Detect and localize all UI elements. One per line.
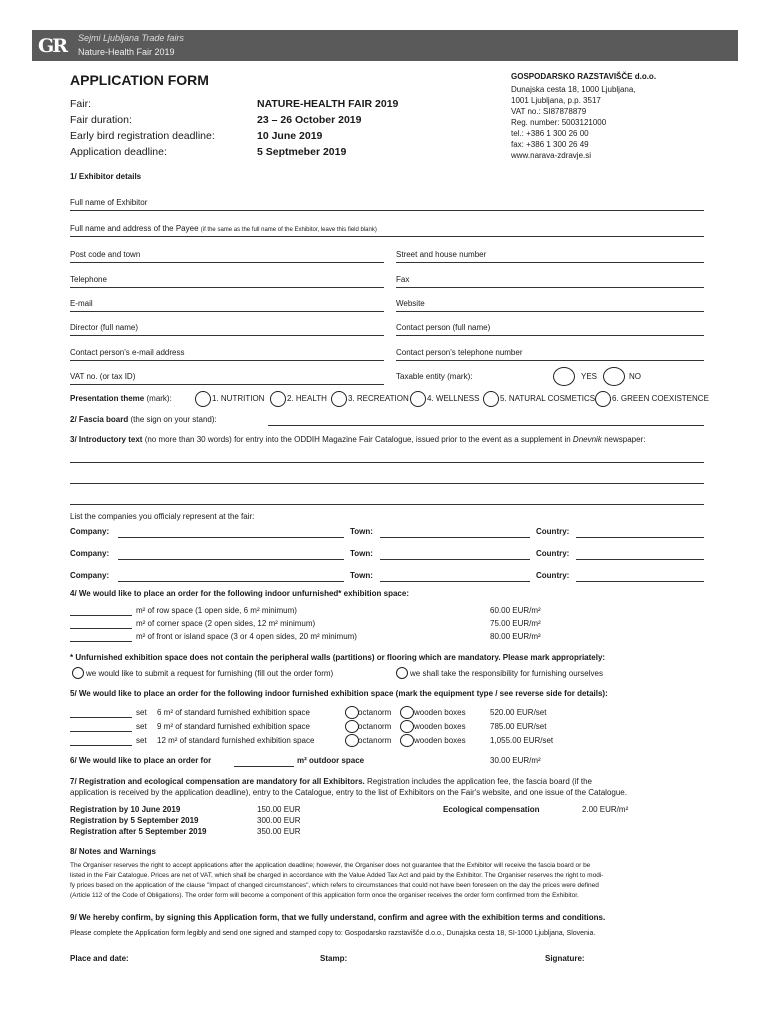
yes-radio[interactable] — [553, 367, 575, 386]
organiser-line-6: fax: +386 1 300 26 49 — [511, 140, 589, 149]
organiser-name: GOSPODARSKO RAZSTAVIŠČE d.o.o. — [511, 72, 657, 81]
country-label-3: Country: — [536, 571, 570, 580]
place-date-label: Place and date: — [70, 954, 129, 963]
contact-email-field[interactable] — [70, 360, 384, 361]
organiser-line-3: VAT no.: SI87878879 — [511, 107, 587, 116]
set6-label: 6 m² of standard furnished exhibition space — [157, 708, 310, 717]
s8-title: 8/ Notes and Warnings — [70, 847, 156, 856]
header-bar — [32, 30, 738, 61]
s8-line-3: fy prices based on the application of the clause "Impact of changed circumstances", which refers to circumstances that could not have been foreseen on the day the prices were defined — [70, 882, 599, 889]
full-name-label: Full name of Exhibitor — [70, 198, 148, 207]
reg-2-label: Registration by 5 September 2019 — [70, 816, 199, 825]
company-label-3: Company: — [70, 571, 110, 580]
reg-3-price: 350.00 EUR — [257, 827, 301, 836]
s2-label: 2/ Fascia board (the sign on your stand): — [70, 415, 217, 424]
telephone-field[interactable] — [70, 287, 384, 288]
duration-label: Fair duration: — [70, 114, 132, 126]
set6-set: set — [136, 708, 147, 717]
s8-line-2: listed in the Fair Catalogue. Prices are net of VAT, which shall be charged in accordance with the Value Added Tax Act and paid by the Exhibitor. The Organiser reserves the right to modi- — [70, 872, 604, 879]
set9-field[interactable] — [70, 731, 132, 732]
town-label-1: Town: — [350, 527, 373, 536]
theme-2-label: 2. HEALTH — [287, 394, 327, 403]
set6-octanorm-label: octanorm — [358, 708, 392, 717]
post-label: Post code and town — [70, 250, 141, 259]
no-radio[interactable] — [603, 367, 625, 386]
s9-text: Please complete the Application form legibly and send one signed and stamped copy to: Gospodarsko razstavišče d.o.o., Dunajska cesta 18, SI-1000 Ljubljana, Slovenia. — [70, 930, 596, 937]
company-field-3[interactable] — [118, 581, 344, 582]
set12-octanorm-label: octanorm — [358, 736, 392, 745]
theme-radio-6[interactable] — [595, 391, 611, 407]
fair-value: NATURE-HEALTH FAIR 2019 — [257, 98, 399, 110]
island-space-price: 80.00 EUR/m² — [490, 632, 541, 641]
gr-logo: GR — [38, 35, 67, 57]
company-label-2: Company: — [70, 549, 110, 558]
fascia-field[interactable] — [268, 425, 704, 426]
s8-line-1: The Organiser reserves the right to accept applications after the application deadline; however, the Organiser does not guarantee that the Exhibitor will receive the fascia board or be — [70, 862, 591, 869]
intro-line-1[interactable] — [70, 462, 704, 463]
contact-label: Contact person (full name) — [396, 323, 491, 332]
furnish-request-radio[interactable] — [72, 667, 84, 679]
contact-email-label: Contact person's e-mail address — [70, 348, 185, 357]
contact-field[interactable] — [396, 335, 704, 336]
s6-title: 6/ We would like to place an order for — [70, 756, 212, 765]
set12-field[interactable] — [70, 745, 132, 746]
country-field-2[interactable] — [576, 559, 704, 560]
s5-title: 5/ We would like to place an order for the following indoor furnished exhibition space (mark the equipment type / see reverse side for details): — [70, 689, 608, 698]
set12-octanorm-radio[interactable] — [345, 734, 359, 747]
s3-label: 3/ Introductory text (no more than 30 words) for entry into the ODDIH Magazine Fair Catalogue, issued prior to the event as a supplement in Dnevnik newspaper: — [70, 435, 646, 444]
theme-label: Presentation theme (mark): — [70, 394, 172, 403]
theme-4-label: 4. WELLNESS — [427, 394, 480, 403]
furnish-request-label: we would like to submit a request for furnishing (fill out the order form) — [86, 669, 334, 678]
town-field-1[interactable] — [380, 537, 530, 538]
corner-space-field[interactable] — [70, 628, 132, 629]
corner-space-price: 75.00 EUR/m² — [490, 619, 541, 628]
set9-label: 9 m² of standard furnished exhibition space — [157, 722, 310, 731]
fair-label: Fair: — [70, 98, 91, 110]
furnish-self-label: we shall take the responsibility for furnishing ourselves — [410, 669, 603, 678]
set12-label: 12 m² of standard furnished exhibition space — [157, 736, 315, 745]
early-label: Early bird registration deadline: — [70, 130, 215, 142]
eco-price: 2.00 EUR/m² — [582, 805, 629, 814]
post-field[interactable] — [70, 262, 384, 263]
set6-wooden-label: wooden boxes — [414, 708, 466, 717]
set6-price: 520.00 EUR/set — [490, 708, 547, 717]
theme-radio-5[interactable] — [483, 391, 499, 407]
website-field[interactable] — [396, 311, 704, 312]
vat-field[interactable] — [70, 384, 384, 385]
yes-label: YES — [581, 372, 598, 381]
set6-wooden-radio[interactable] — [400, 706, 414, 719]
s7-line-2: application is received by the application deadline), entry to the Catalogue, entry to the list of Exhibitors on the Fair's website, and one issue of the Catalogue. — [70, 788, 627, 797]
telephone-label: Telephone — [70, 275, 107, 284]
eco-label: Ecological compensation — [443, 805, 540, 814]
company-field-2[interactable] — [118, 559, 344, 560]
outdoor-field[interactable] — [234, 766, 294, 767]
fax-field[interactable] — [396, 287, 704, 288]
theme-6-label: 6. GREEN COEXISTENCE — [612, 394, 709, 403]
s7-line-1: 7/ Registration and ecological compensation are mandatory for all Exhibitors. Registration includes the application fee, the fascia board (if the — [70, 777, 592, 786]
set6-field[interactable] — [70, 717, 132, 718]
s1-title: 1/ Exhibitor details — [70, 172, 142, 181]
s9-title: 9/ We hereby confirm, by signing this Application form, that we fully understand, confirm and agree with the exhibition terms and conditions. — [70, 913, 606, 922]
furnish-self-radio[interactable] — [396, 667, 408, 679]
organiser-line-1: Dunajska cesta 18, 1000 Ljubljana, — [511, 85, 636, 94]
s6-unit: m² outdoor space — [297, 756, 365, 765]
country-field-1[interactable] — [576, 537, 704, 538]
country-label-1: Country: — [536, 527, 570, 536]
email-label: E-mail — [70, 299, 93, 308]
intro-line-2[interactable] — [70, 483, 704, 484]
signature-label: Signature: — [545, 954, 585, 963]
header-line-2: Nature-Health Fair 2019 — [78, 47, 175, 57]
header-line-1: Sejmi Ljubljana Trade fairs — [78, 33, 184, 43]
set9-set: set — [136, 722, 147, 731]
town-label-3: Town: — [350, 571, 373, 580]
deadline-label: Application deadline: — [70, 146, 167, 158]
intro-line-3[interactable] — [70, 504, 704, 505]
country-field-3[interactable] — [576, 581, 704, 582]
duration-value: 23 – 26 October 2019 — [257, 114, 362, 126]
organiser-line-4: Reg. number: 5003121000 — [511, 118, 607, 127]
taxable-label: Taxable entity (mark): — [396, 372, 473, 381]
island-space-field[interactable] — [70, 641, 132, 642]
deadline-value: 5 Septmeber 2019 — [257, 146, 347, 158]
early-value: 10 June 2019 — [257, 130, 323, 142]
set9-octanorm-label: octanorm — [358, 722, 392, 731]
contact-phone-label: Contact person's telephone number — [396, 348, 523, 357]
s6-price: 30.00 EUR/m² — [490, 756, 541, 765]
island-space-label: m² of front or island space (3 or 4 open sides, 20 m² minimum) — [136, 632, 357, 641]
set12-price: 1,055.00 EUR/set — [490, 736, 554, 745]
row-space-price: 60.00 EUR/m² — [490, 606, 541, 615]
fax-label: Fax — [396, 275, 410, 284]
row-space-field[interactable] — [70, 615, 132, 616]
theme-1-label: 1. NUTRITION — [212, 394, 265, 403]
s4-note: * Unfurnished exhibition space does not contain the peripheral walls (partitions) or flooring which are mandatory. Please mark appropriately: — [70, 653, 606, 662]
company-field-1[interactable] — [118, 537, 344, 538]
reg-3-label: Registration after 5 September 2019 — [70, 827, 207, 836]
form-title: APPLICATION FORM — [70, 72, 209, 88]
theme-radio-3[interactable] — [331, 391, 347, 407]
set12-set: set — [136, 736, 147, 745]
website-label: Website — [396, 299, 425, 308]
street-label: Street and house number — [396, 250, 487, 259]
theme-3-label: 3. RECREATION — [348, 394, 409, 403]
corner-space-label: m² of corner space (2 open sides, 12 m² minimum) — [136, 619, 316, 628]
full-name-field[interactable] — [70, 210, 704, 211]
organiser-line-2: 1001 Ljubljana, p.p. 3517 — [511, 96, 601, 105]
set12-wooden-radio[interactable] — [400, 734, 414, 747]
set9-wooden-label: wooden boxes — [414, 722, 466, 731]
s8-line-4: (Article 112 of the Code of Obligations). The order form will become a component of this application form once the organiser receives the order form confirmed from the Exhibitor. — [70, 892, 579, 899]
company-label-1: Company: — [70, 527, 110, 536]
s4-title: 4/ We would like to place an order for the following indoor unfurnished* exhibition space: — [70, 589, 409, 598]
set9-wooden-radio[interactable] — [400, 720, 414, 733]
set9-price: 785.00 EUR/set — [490, 722, 547, 731]
stamp-label: Stamp: — [320, 954, 348, 963]
contact-phone-field[interactable] — [396, 360, 704, 361]
set6-octanorm-radio[interactable] — [345, 706, 359, 719]
director-label: Director (full name) — [70, 323, 139, 332]
row-space-label: m² of row space (1 open side, 6 m² minimum) — [136, 606, 297, 615]
theme-radio-2[interactable] — [270, 391, 286, 407]
town-label-2: Town: — [350, 549, 373, 558]
country-label-2: Country: — [536, 549, 570, 558]
town-field-2[interactable] — [380, 559, 530, 560]
set9-octanorm-radio[interactable] — [345, 720, 359, 733]
no-label: NO — [629, 372, 641, 381]
organiser-line-5: tel.: +386 1 300 26 00 — [511, 129, 589, 138]
companies-label: List the companies you officialy represent at the fair: — [70, 512, 255, 521]
theme-radio-4[interactable] — [410, 391, 426, 407]
reg-1-price: 150.00 EUR — [257, 805, 301, 814]
email-field[interactable] — [70, 311, 384, 312]
town-field-3[interactable] — [380, 581, 530, 582]
street-field[interactable] — [396, 262, 704, 263]
reg-1-label: Registration by 10 June 2019 — [70, 805, 181, 814]
set12-wooden-label: wooden boxes — [414, 736, 466, 745]
theme-5-label: 5. NATURAL COSMETICS — [500, 394, 596, 403]
reg-2-price: 300.00 EUR — [257, 816, 301, 825]
payee-field[interactable] — [70, 236, 704, 237]
payee-note: (if the same as the full name of the Exhibitor, leave this field blank) — [200, 227, 377, 233]
vat-label: VAT no. (or tax ID) — [70, 372, 136, 381]
director-field[interactable] — [70, 335, 384, 336]
payee-label: Full name and address of the Payee (if the same as the full name of the Exhibitor, leave this field blank) — [70, 224, 377, 233]
organiser-line-7: www.narava-zdravje.si — [511, 151, 592, 160]
theme-radio-1[interactable] — [195, 391, 211, 407]
